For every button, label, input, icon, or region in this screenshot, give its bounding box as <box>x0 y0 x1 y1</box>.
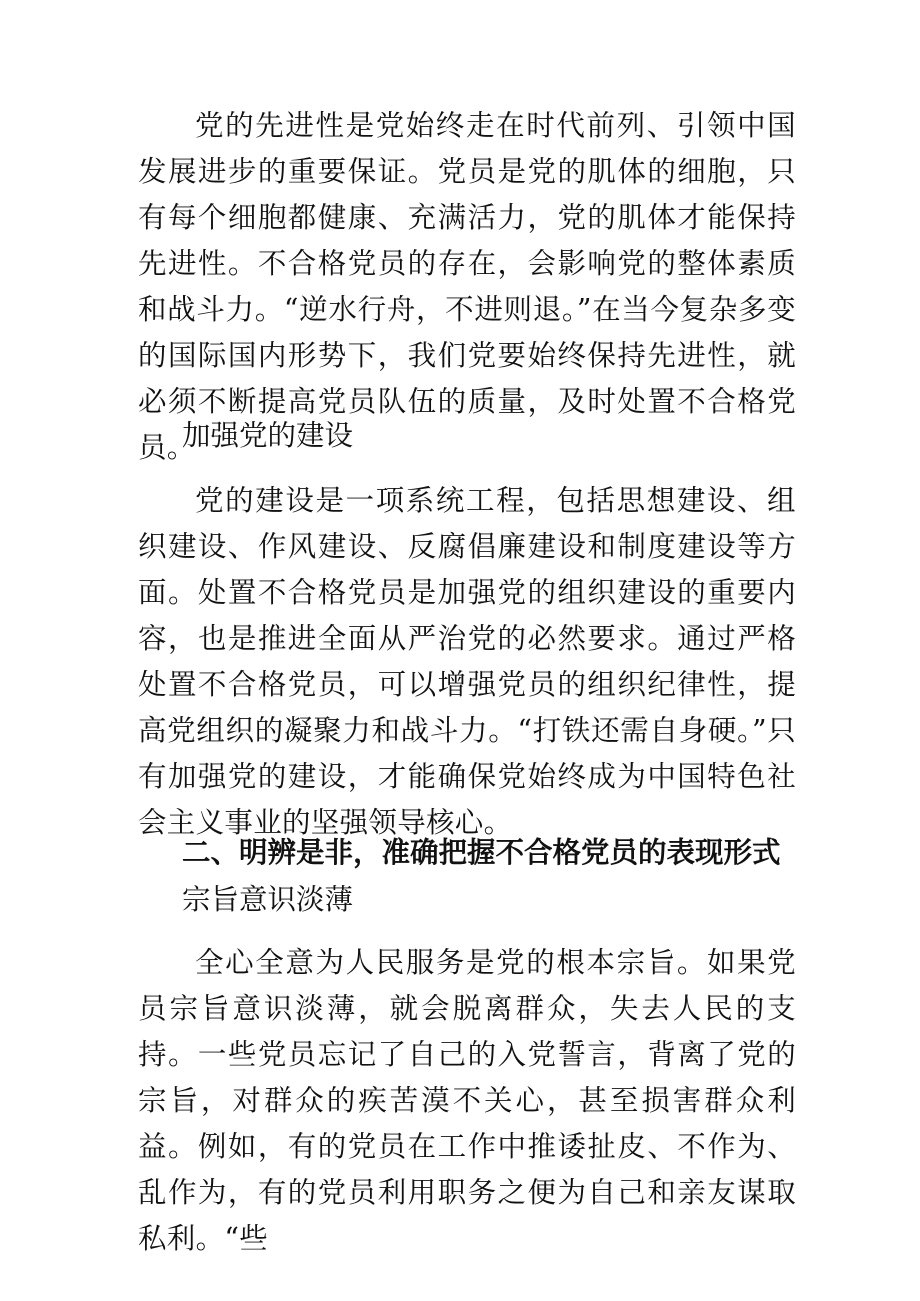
subheading-strengthen-party-building: 加强党的建设 <box>182 419 354 452</box>
paragraph-party-building: 党的建设是一项系统工程，包括思想建设、组织建设、作风建设、反腐倡廉建设和制度建设等方面。处置不合格党员是加强党的组织建设的重要内容，也是推进全面从严治党的必然要求。通过严格处置不合格党员，可以增强党员的组织纪律性，提高党组织的凝聚力和战斗力。“打铁还需自身硬。”只有加强党的建设，才能确保党始终成为中国特色社会主义事业的坚强领导核心。 <box>138 484 796 839</box>
paragraph-serve-the-people: 全心全意为人民服务是党的根本宗旨。如果党员宗旨意识淡薄，就会脱离群众，失去人民的支持。一些党员忘记了自己的入党誓言，背离了党的宗旨，对群众的疾苦漠不关心，甚至损害群众利益。例如，有的党员在工作中推诿扯皮、不作为、乱作为，有的党员利用职务之便为自己和亲友谋取私利。“些 <box>138 946 796 1255</box>
paragraph-advanced-nature: 党的先进性是党始终走在时代前列、引领中国发展进步的重要保证。党员是党的肌体的细胞，只有每个细胞都健康、充满活力，党的肌体才能保持先进性。不合格党员的存在，会影响党的整体素质和战斗力。“逆水行舟，不进则退。”在当今复杂多变的国际国内形势下，我们党要始终保持先进性，就必须不断提高党员队伍的质量，及时处置不合格党员。 <box>138 109 796 464</box>
section-heading-two: 二、明辨是非，准确把握不合格党员的表现形式 <box>182 835 781 869</box>
subheading-weak-purpose-awareness: 宗旨意识淡薄 <box>182 883 354 916</box>
